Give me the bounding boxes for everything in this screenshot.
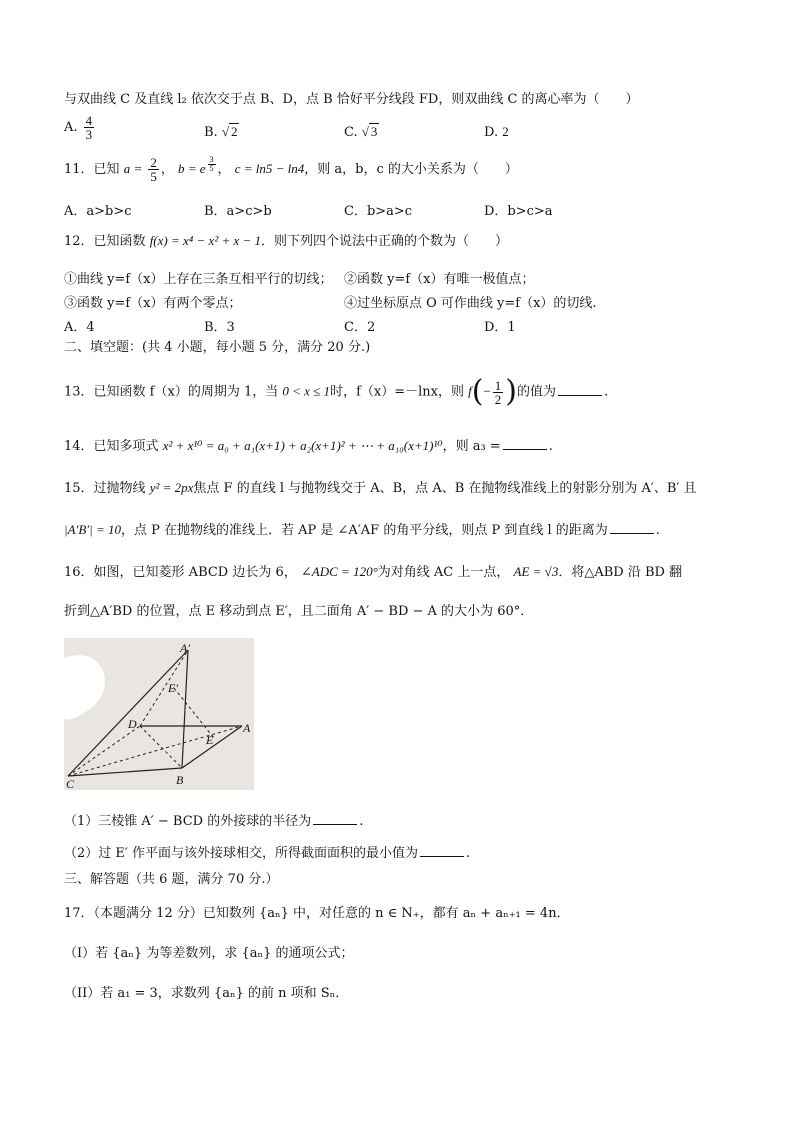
sqrt: √ 3 xyxy=(361,124,378,139)
q17-part-2: （II）若 a₁ = 3，求数列 {aₙ} 的前 n 项和 Sₙ． xyxy=(64,986,349,1001)
option-label: A. xyxy=(64,120,78,135)
q14-stem: 14．已知多项式 x² + x¹⁰ = a₀ + a₁(x+1) + a₂(x+1)² + ⋯ + a₁₀(x+1)¹⁰，则 a₃ = . xyxy=(64,438,553,454)
q11-option-b: B．a>c>b xyxy=(204,204,272,219)
label-E-prime: E′ xyxy=(168,681,178,695)
label-D: D xyxy=(128,717,137,731)
q12-option-b: B．3 xyxy=(204,320,235,335)
q12-option-c: C．2 xyxy=(344,320,376,335)
sqrt: √ 2 xyxy=(221,124,238,139)
section-heading-fill-in: 二、填空题：(共 4 小题，每小题 5 分，满分 20 分.) xyxy=(64,340,371,355)
fraction: $\frac{4}{3}$ xyxy=(85,113,93,142)
answer-blank[interactable] xyxy=(420,855,464,857)
q10-option-b: B. √ 2 xyxy=(204,124,238,140)
pyramid-figure xyxy=(64,638,254,790)
q12-option-d: D．1 xyxy=(484,320,516,335)
q10-option-d: D. 2 xyxy=(484,124,509,140)
answer-blank[interactable] xyxy=(610,532,654,534)
q10-option-c: C. √ 3 xyxy=(344,124,378,140)
q16-line1: 16．如图，已知菱形 ABCD 边长为 6， ∠ADC = 120°为对角线 AC 上一点， AE = √3．将△ABD 沿 BD 翻 xyxy=(64,564,683,580)
section-heading-solutions: 三、解答题（共 6 题，满分 70 分.） xyxy=(64,872,279,887)
label-A-prime: A′ xyxy=(180,641,190,655)
q15-line1: 15．过抛物线 y² = 2px焦点 F 的直线 l 与抛物线交于 A、B，点 A、B 在抛物线准线上的射影分别为 A′、B′ 且 xyxy=(64,480,697,496)
q15-line2: |A′B′| = 10，点 P 在抛物线的准线上．若 AP 是 ∠A′AF 的角平分线，则点 P 到直线 l 的距离为 . xyxy=(64,522,660,538)
q16-subquestion-2: （2）过 E′ 作平面与该外接球相交，所得截面面积的最小值为 . xyxy=(64,846,471,861)
q11-stem: 11．已知 a = $\frac{2}{5}$ ， b = e $\frac{3}{5}$ ， c = ln5 − ln4，则 a，b，c 的大小关系为（ ） xyxy=(64,155,518,184)
answer-blank[interactable] xyxy=(503,448,547,450)
q12-statement-2: ②函数 y=f（x）有唯一极值点； xyxy=(344,272,535,287)
q11-option-a: A．a>b>c xyxy=(64,204,132,219)
label-C: C xyxy=(66,777,75,790)
q11-option-d: D．b>c>a xyxy=(484,204,553,219)
exponent-fraction: $\frac{3}{5}$ xyxy=(209,155,214,173)
q12-statement-1: ①曲线 y=f（x）上存在三条互相平行的切线； xyxy=(64,272,333,287)
q12-statement-3: ③函数 y=f（x）有两个零点； xyxy=(64,296,242,311)
q16-line2: 折到△A′BD 的位置，点 E 移动到点 E′，且二面角 A′ − BD − A 的大小为 60°． xyxy=(64,604,534,619)
fraction: $\frac{2}{5}$ xyxy=(150,155,157,184)
q12-option-a: A．4 xyxy=(64,320,95,335)
q16-subquestion-1: （1）三棱锥 A′ − BCD 的外接球的半径为 . xyxy=(64,814,364,829)
label-B: B xyxy=(176,773,184,787)
q10-option-a xyxy=(64,114,96,141)
label-E: E xyxy=(206,733,214,747)
fraction: $\frac{1}{2}$ xyxy=(494,377,502,407)
label-A: A xyxy=(243,721,251,735)
answer-blank[interactable] xyxy=(313,823,357,825)
q12-stem: 12．已知函数 f(x) = x⁴ − x² + x − 1．则下列四个说法中正确的个数为（ ） xyxy=(64,233,509,249)
q13-stem: 13．已知函数 f（x）的周期为 1，当 0 < x ≤ 1时，f（x）=－lnx，则 f(− $\frac{1}{2}$ )的值为 . xyxy=(64,374,609,409)
answer-blank[interactable] xyxy=(558,394,602,396)
q17-stem: 17．（本题满分 12 分）已知数列 {aₙ} 中，对任意的 n ∈ N₊，都有 aₙ + aₙ₊₁ = 4n． xyxy=(64,906,570,921)
q11-option-c: C．b>a>c xyxy=(344,204,413,219)
q12-statement-4: ④过坐标原点 O 可作曲线 y=f（x）的切线. xyxy=(344,296,597,311)
q17-part-1: （I）若 {aₙ} 为等差数列，求 {aₙ} 的通项公式； xyxy=(64,946,354,961)
q10-stem: 与双曲线 C 及直线 l₂ 依次交于点 B、D，点 B 恰好平分线段 FD，则双曲线 C 的离心率为（ ） xyxy=(64,92,639,107)
